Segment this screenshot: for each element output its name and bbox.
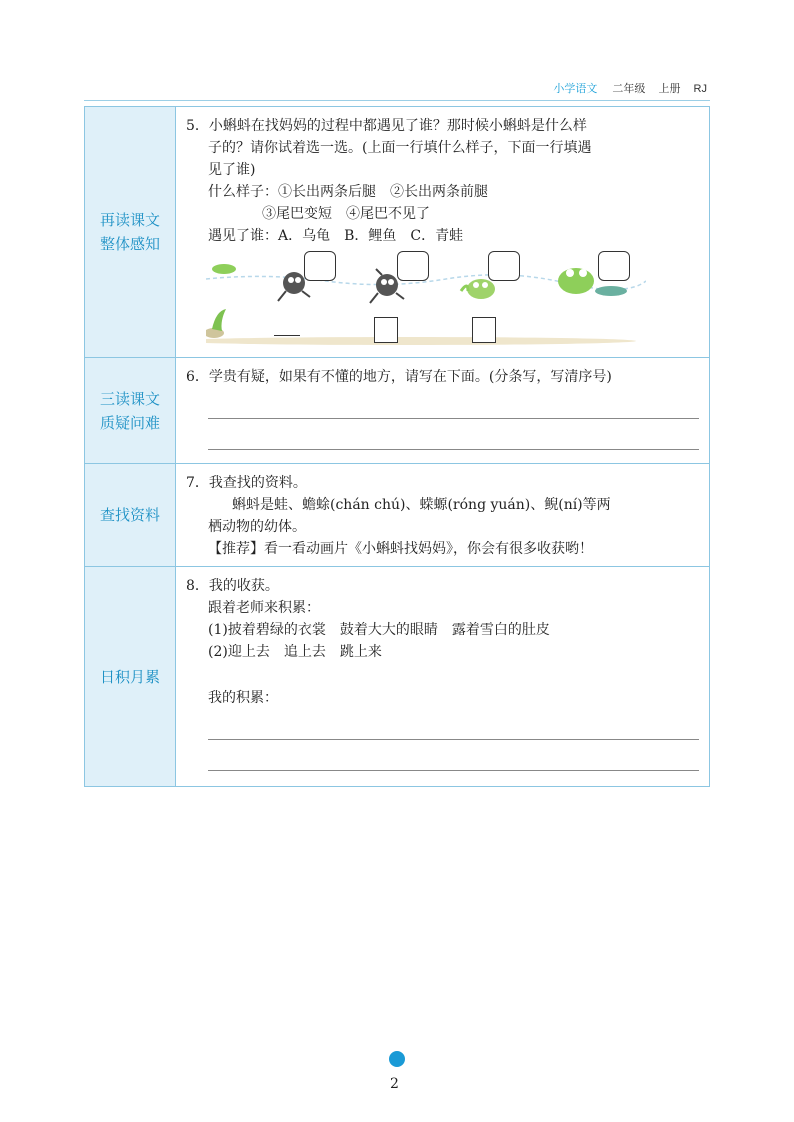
q7-recommendation: 【推荐】看一看动画片《小蝌蚪找妈妈》，你会有很多收获哟！: [208, 541, 593, 557]
section-label-line1: 三读课文: [99, 389, 160, 408]
question-5: [176, 107, 710, 358]
section-row-5: [85, 107, 710, 358]
page-dot-icon: [389, 1051, 405, 1067]
q5-line1: 5．小蝌蚪在找妈妈的过程中都遇见了谁？那时候小蝌蚪是什么样: [186, 118, 587, 134]
q7-title: 7．我查找的资料。: [186, 475, 307, 491]
section-label-line1: 查找资料: [99, 506, 160, 524]
section-label-reread: [85, 107, 176, 358]
answer-bubble-4[interactable]: [598, 251, 630, 281]
grade-label: 二年级: [612, 83, 646, 95]
section-label-line1: 再读课文: [99, 211, 160, 229]
q8-item-2: (2)迎上去 追上去 跳上来: [208, 644, 382, 660]
writing-line-2[interactable]: [208, 419, 699, 450]
q8-title: 8．我的收获。: [186, 578, 279, 594]
q7-body-line1: 蝌蚪是蛙、蟾蜍(chán chú)、蝾螈(róng yuán)、鲵(ní)等两: [232, 497, 611, 513]
q5-line3: 见了谁): [208, 162, 256, 178]
subject-label: 小学语文: [553, 83, 598, 95]
section-label-research: [85, 464, 176, 567]
q5-options-appearance: 什么样子：①长出两条后腿 ②长出两条前腿: [208, 184, 488, 200]
answer-bubble-2[interactable]: [397, 251, 429, 281]
section-row-7: [85, 464, 710, 567]
writing-line-2[interactable]: [208, 740, 699, 771]
section-row-6: [85, 358, 710, 464]
question-7: [176, 464, 710, 567]
answer-box-3[interactable]: [472, 317, 496, 343]
section-label-line2: 质疑问难: [99, 413, 160, 432]
page-number: 2: [390, 1076, 399, 1092]
q8-my-notes-label: 我的积累：: [208, 690, 278, 706]
tadpole-illustration: [186, 251, 699, 347]
q5-options-appearance-2: ③尾巴变短 ④尾巴不见了: [262, 206, 430, 222]
worksheet-table: [84, 106, 710, 787]
term-label: 上册: [658, 83, 681, 95]
q8-item-1: (1)披着碧绿的衣裳 鼓着大大的眼睛 露着雪白的肚皮: [208, 622, 550, 638]
question-8: [176, 567, 710, 787]
answer-bubble-1[interactable]: [304, 251, 336, 281]
q5-options-met: 遇见了谁：A．乌龟 B．鲤鱼 C．青蛙: [208, 228, 464, 244]
writing-line-1[interactable]: [208, 388, 699, 419]
answer-box-2[interactable]: [374, 317, 398, 343]
section-row-8: [85, 567, 710, 787]
page-header: [553, 80, 707, 96]
question-6: [176, 358, 710, 464]
answer-bubble-3[interactable]: [488, 251, 520, 281]
header-rule: [84, 100, 710, 101]
q8-subtitle: 跟着老师来积累：: [208, 600, 320, 616]
section-label-line1: 日积月累: [99, 667, 160, 686]
q6-prompt: 6．学贵有疑，如果有不懂的地方，请写在下面。(分条写，写清序号): [186, 369, 612, 385]
section-label-line2: 整体感知: [99, 235, 160, 253]
q7-body-line2: 栖动物的幼体。: [208, 519, 306, 535]
edition-label: RJ: [693, 83, 707, 95]
writing-line-1[interactable]: [208, 709, 699, 740]
answer-blank-1[interactable]: [274, 335, 300, 336]
q5-line2: 子的？请你试着选一选。(上面一行填什么样子，下面一行填遇: [208, 140, 592, 156]
section-label-question: [85, 358, 176, 464]
section-label-accumulate: [85, 567, 176, 787]
